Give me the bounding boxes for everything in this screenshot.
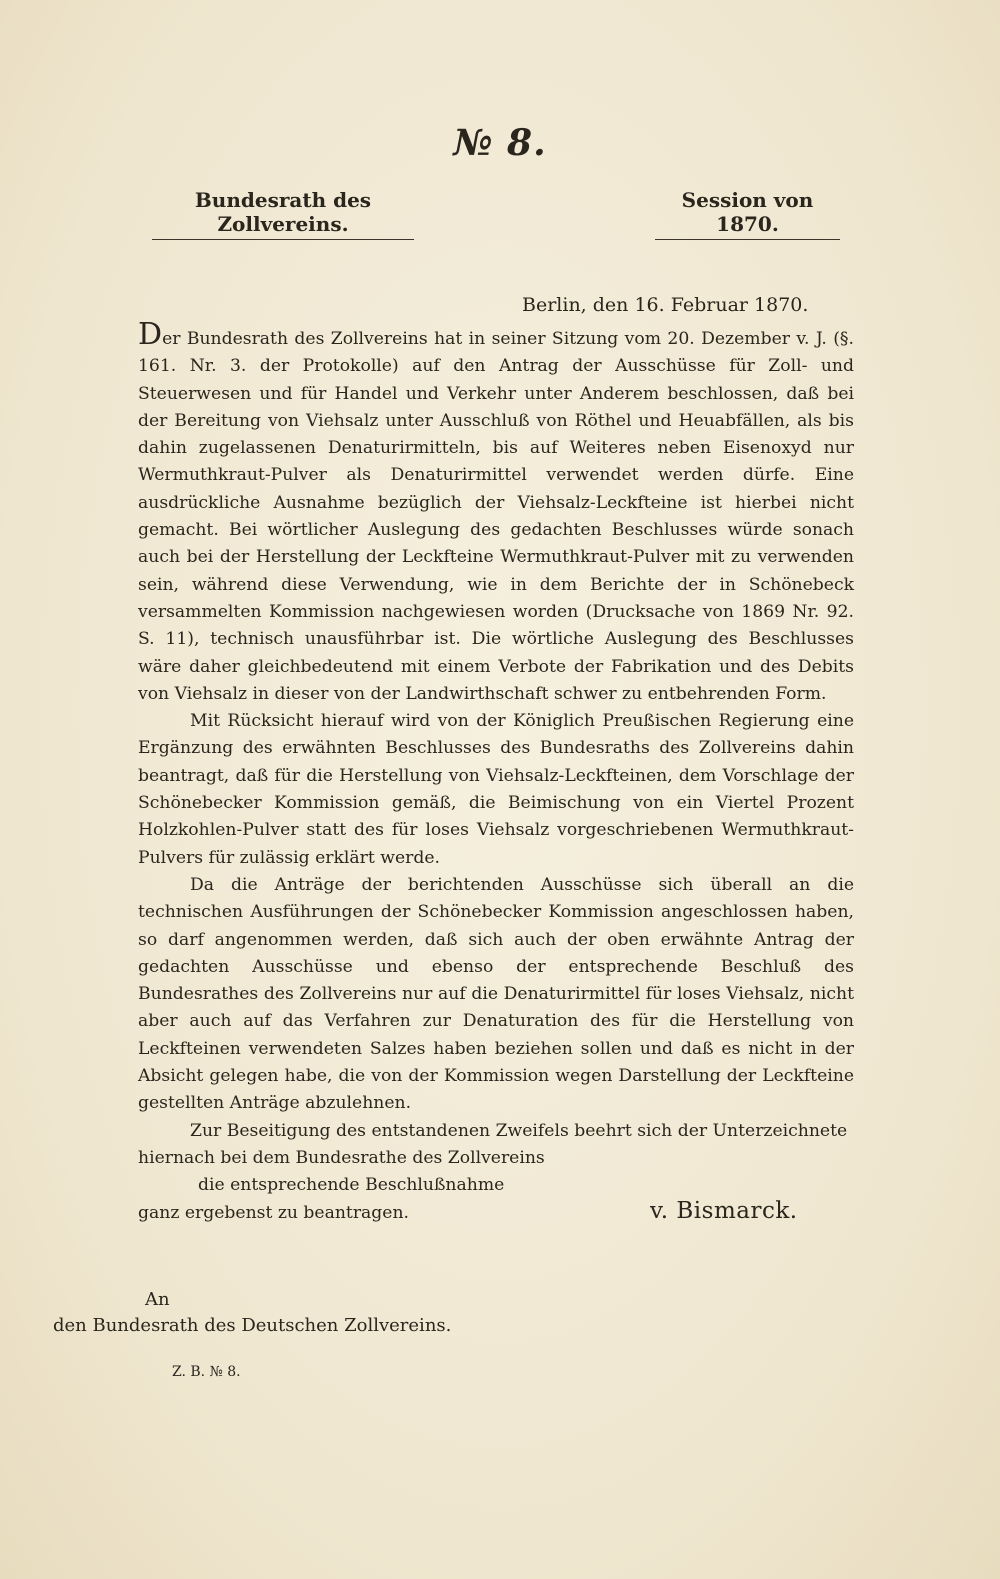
date-line: Berlin, den 16. Februar 1870. [522, 294, 809, 316]
address-line-1: An [145, 1289, 170, 1310]
document-number: № 8. [453, 122, 547, 164]
signature: v. Bismarck. [650, 1198, 798, 1224]
document-body [138, 317, 854, 1227]
paragraph-4: Zur Beseitigung des entstandenen Zweifels beehrt sich der Unterzeichnete hiernach bei dem Bundesrathe des Zollvereins [138, 1120, 848, 1168]
header-right-session: Session von 1870. [655, 188, 840, 240]
address-line-2: den Bundesrath des Deutschen Zollvereins. [53, 1315, 452, 1336]
paragraph-1 [138, 317, 854, 708]
footnote-reference: Z. B. № 8. [172, 1364, 241, 1380]
paragraph-2: Mit Rücksicht hierauf wird von der Königlich Preußischen Regierung eine Ergänzung des erwähnten Beschlusses des Bundesraths des Zollvereins dahin beantragt, daß für die Herstellung von Viehsalz-Leckfteinen, dem Vorschlage der Schönebecker Kommission gemäß, die Beimischung von ein Viertel Prozent Holzkohlen-Pulver statt des für loses Viehsalz vorgeschriebenen Wermuthkraut-Pulvers für zulässig erklärt werde. [138, 711, 854, 868]
paragraph-4-line-2: die entsprechende Beschlußnahme [198, 1175, 505, 1196]
paragraph-1-text: er Bundesrath des Zollvereins hat in seiner Sitzung vom 20. Dezember v. J. (§. 161. Nr. 3. der Protokolle) auf den Antrag der Ausschüsse für Zoll- und Steuerwesen und für Handel und Verkehr unter Anderem beschlossen, daß bei der Bereitung von Viehsalz unter Ausschluß von Röthel und Heuabfällen, als bis dahin zugelassenen Denaturirmitteln, bis auf Weiteres neben Eisenoxyd nur Wermuthkraut-Pulver als Denaturirmittel verwendet werden dürfe. Eine ausdrückliche Ausnahme bezüglich der Viehsalz-Leckfteine ist hierbei nicht gemacht. Bei wörtlicher Auslegung des gedachten Beschlusses würde sonach auch bei der Herstellung der Leckfteine Wermuthkraut-Pulver mit zu verwenden sein, während diese Verwendung, wie in dem Berichte der in Schönebeck versammelten Kommission nachgewiesen worden (Drucksache von 1869 Nr. 92. S. 11), technisch unausführbar ist. Die wörtliche Auslegung des Beschlusses wäre daher gleichbedeutend mit einem Verbote der Fabrikation und des Debits von Viehsalz in dieser von der Landwirthschaft schwer zu entbehrenden Form. [138, 329, 854, 704]
paragraph-3: Da die Anträge der berichtenden Ausschüsse sich überall an die technischen Ausführungen der Schönebecker Kommission angeschlossen haben, so darf angenommen werden, daß sich auch der oben erwähnte Antrag der gedachten Ausschüsse und ebenso der entsprechende Beschluß des Bundesrathes des Zollvereins nur auf die Denaturirmittel für loses Viehsalz, nicht aber auch auf das Verfahren zur Denaturation des für die Herstellung von Leckfteinen verwendeten Salzes haben beziehen sollen und daß es nicht in der Absicht gelegen habe, die von der Kommission wegen Darstellung der Leckfteine gestellten Anträge abzulehnen. [138, 874, 854, 1114]
paragraph-4-line-3: ganz ergebenst zu beantragen. [138, 1202, 409, 1223]
dropcap-letter: D [138, 317, 163, 352]
header-left-title: Bundesrath des Zollvereins. [152, 188, 414, 240]
